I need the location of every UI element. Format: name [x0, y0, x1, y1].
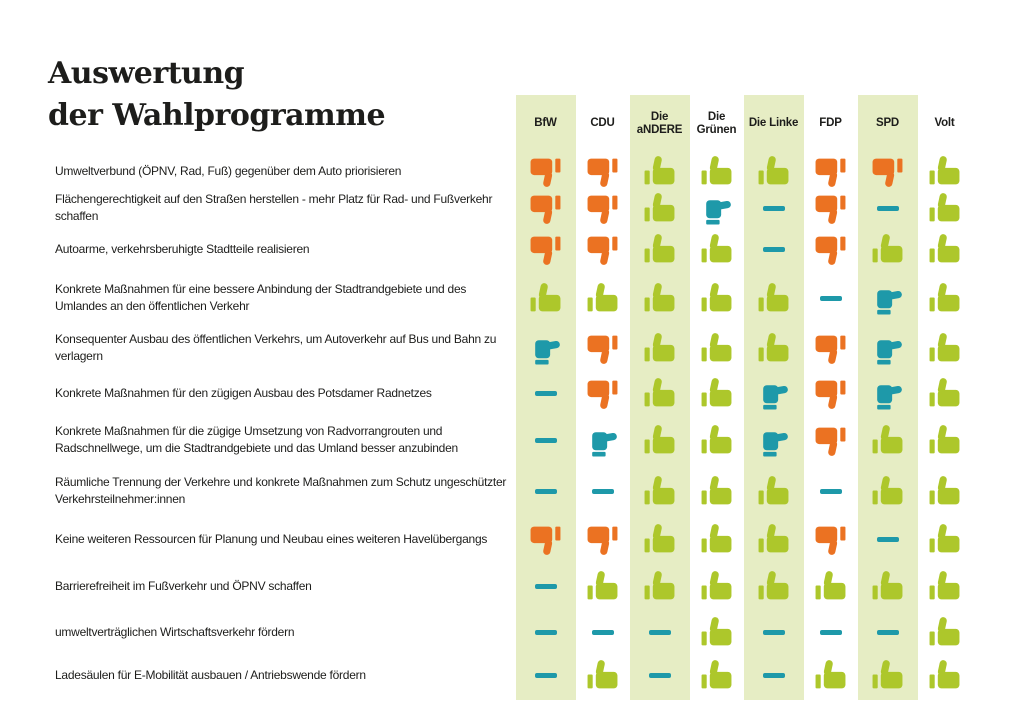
thumb-up-icon	[871, 570, 904, 603]
rating-cell	[859, 372, 916, 414]
rating-cell	[574, 516, 631, 562]
rating-cell	[859, 414, 916, 466]
criterion-label: Keine weiteren Ressourcen für Planung und Neubau eines weiteren Havelübergangs	[55, 531, 488, 546]
thumb-down-icon	[586, 155, 619, 188]
criterion-label: umweltverträglichen Wirtschaftsverkehr fördern	[55, 624, 295, 639]
criterion-label: Autoarme, verkehrsberuhigte Stadtteile realisieren	[55, 241, 310, 256]
thumb-up-icon	[928, 523, 961, 556]
rating-cell	[745, 654, 802, 696]
rating-cell	[859, 562, 916, 610]
rating-cell	[574, 226, 631, 272]
thumb-down-icon	[814, 377, 847, 410]
thumb-up-icon	[700, 332, 733, 365]
dash-icon	[763, 673, 785, 678]
rating-cell	[745, 152, 802, 190]
rating-cell	[745, 562, 802, 610]
rating-cell	[631, 190, 688, 226]
thumb-sideways-icon	[586, 424, 619, 457]
thumb-up-icon	[757, 282, 790, 315]
rating-cell	[916, 272, 973, 324]
rating-cell	[631, 324, 688, 372]
thumb-up-icon	[928, 659, 961, 692]
rating-cell	[631, 562, 688, 610]
thumb-up-icon	[928, 475, 961, 508]
thumb-up-icon	[643, 475, 676, 508]
thumb-up-icon	[700, 616, 733, 649]
thumb-up-icon	[643, 192, 676, 225]
rating-cell	[517, 372, 574, 414]
thumb-down-icon	[529, 192, 562, 225]
rating-cell	[916, 190, 973, 226]
criteria-row	[0, 466, 1024, 516]
rating-cell	[517, 562, 574, 610]
rating-cell	[688, 226, 745, 272]
page-title-line2: der Wahlprogramme	[48, 98, 386, 133]
thumb-up-icon	[700, 377, 733, 410]
dash-icon	[535, 391, 557, 396]
rating-cell	[859, 324, 916, 372]
rating-cell	[688, 152, 745, 190]
rating-cell	[688, 190, 745, 226]
rating-cell	[517, 226, 574, 272]
rating-cell	[574, 414, 631, 466]
criteria-row	[0, 610, 1024, 654]
dash-icon	[535, 673, 557, 678]
rating-cell	[745, 414, 802, 466]
dash-icon	[877, 206, 899, 211]
rating-cell	[802, 152, 859, 190]
rating-cell	[745, 516, 802, 562]
rating-cell	[745, 272, 802, 324]
dash-icon	[649, 630, 671, 635]
rating-cell	[802, 226, 859, 272]
thumb-up-icon	[928, 233, 961, 266]
dash-icon	[877, 537, 899, 542]
criteria-row	[0, 324, 1024, 372]
thumb-up-icon	[928, 424, 961, 457]
criterion-label: Konsequenter Ausbau des öffentlichen Verkehrs, um Autoverkehr auf Bus und Bahn zu verlagern	[55, 332, 497, 363]
rating-cell	[802, 272, 859, 324]
party-column-header: Die Linke	[748, 117, 799, 129]
dash-icon	[535, 584, 557, 589]
thumb-up-icon	[757, 570, 790, 603]
rating-cell	[859, 226, 916, 272]
rating-cell	[574, 466, 631, 516]
rating-cell	[688, 516, 745, 562]
party-column-header: FDP	[819, 117, 842, 129]
party-column-header: BfW	[534, 117, 557, 129]
rating-cell	[517, 466, 574, 516]
rating-cell	[859, 272, 916, 324]
rating-cell	[574, 562, 631, 610]
dash-icon	[763, 247, 785, 252]
thumb-down-icon	[814, 233, 847, 266]
thumb-up-icon	[871, 475, 904, 508]
rating-cell	[802, 190, 859, 226]
thumb-up-icon	[643, 155, 676, 188]
thumb-up-icon	[643, 233, 676, 266]
dash-icon	[763, 630, 785, 635]
rating-cell	[802, 466, 859, 516]
rating-cell	[802, 610, 859, 654]
thumb-up-icon	[928, 377, 961, 410]
thumb-up-icon	[700, 233, 733, 266]
thumb-down-icon	[814, 523, 847, 556]
thumb-up-icon	[871, 659, 904, 692]
thumb-up-icon	[586, 659, 619, 692]
rating-cell	[859, 654, 916, 696]
party-column-header: Die Grünen	[696, 110, 737, 136]
rating-cell	[802, 372, 859, 414]
rating-cell	[631, 272, 688, 324]
rating-cell	[688, 562, 745, 610]
dash-icon	[763, 206, 785, 211]
thumb-up-icon	[700, 424, 733, 457]
thumb-up-icon	[643, 282, 676, 315]
rating-cell	[574, 190, 631, 226]
thumb-down-icon	[814, 424, 847, 457]
rating-cell	[859, 516, 916, 562]
rating-cell	[745, 226, 802, 272]
rating-cell	[916, 654, 973, 696]
rating-cell	[688, 372, 745, 414]
party-column-header: CDU	[590, 117, 615, 129]
rating-cell	[517, 324, 574, 372]
rating-cell	[517, 272, 574, 324]
rating-cell	[517, 654, 574, 696]
dash-icon	[592, 489, 614, 494]
thumb-down-icon	[586, 233, 619, 266]
thumb-up-icon	[643, 523, 676, 556]
thumb-up-icon	[700, 155, 733, 188]
rating-cell	[688, 654, 745, 696]
rating-cell	[916, 414, 973, 466]
thumb-sideways-icon	[871, 377, 904, 410]
thumb-down-icon	[586, 377, 619, 410]
thumb-up-icon	[928, 155, 961, 188]
thumb-down-icon	[814, 192, 847, 225]
thumb-sideways-icon	[871, 332, 904, 365]
rating-cell	[688, 414, 745, 466]
rating-cell	[574, 372, 631, 414]
thumb-down-icon	[529, 233, 562, 266]
criterion-label: Konkrete Maßnahmen für den zügigen Ausbau des Potsdamer Radnetzes	[55, 385, 432, 400]
dash-icon	[535, 489, 557, 494]
rating-cell	[631, 152, 688, 190]
thumb-up-icon	[586, 282, 619, 315]
thumb-up-icon	[643, 377, 676, 410]
rating-cell	[574, 654, 631, 696]
criterion-label: Umweltverbund (ÖPNV, Rad, Fuß) gegenüber dem Auto priorisieren	[55, 163, 402, 178]
dash-icon	[820, 296, 842, 301]
rating-cell	[631, 610, 688, 654]
thumb-sideways-icon	[529, 332, 562, 365]
rating-cell	[517, 152, 574, 190]
thumb-down-icon	[529, 523, 562, 556]
party-column-header: Die aNDERE	[636, 110, 683, 136]
thumb-up-icon	[757, 475, 790, 508]
rating-cell	[574, 610, 631, 654]
rating-cell	[916, 466, 973, 516]
rating-cell	[916, 152, 973, 190]
rating-cell	[916, 516, 973, 562]
rating-cell	[859, 190, 916, 226]
page-title	[48, 53, 385, 137]
thumb-sideways-icon	[871, 282, 904, 315]
criterion-label: Konkrete Maßnahmen für eine bessere Anbindung der Stadtrandgebiete und des Umlandes an den öffentlichen Verkehr	[55, 282, 467, 313]
rating-cell	[631, 466, 688, 516]
thumb-up-icon	[643, 332, 676, 365]
page-title-line1: Auswertung	[48, 56, 245, 91]
criteria-row	[0, 562, 1024, 610]
rating-cell	[802, 516, 859, 562]
thumb-down-icon	[586, 332, 619, 365]
rating-cell	[517, 610, 574, 654]
rating-cell	[517, 414, 574, 466]
criterion-label: Konkrete Maßnahmen für die zügige Umsetzung von Radvorrangrouten und Radschnellwege, um die Stadtrandgebiete und das Umland besser anzubinden	[55, 424, 458, 455]
rating-cell	[916, 226, 973, 272]
criteria-row	[0, 226, 1024, 272]
rating-cell	[745, 324, 802, 372]
criteria-row	[0, 152, 1024, 190]
rating-cell	[916, 372, 973, 414]
thumb-up-icon	[529, 282, 562, 315]
thumb-up-icon	[814, 659, 847, 692]
rating-cell	[574, 272, 631, 324]
rating-cell	[802, 324, 859, 372]
criteria-row	[0, 372, 1024, 414]
rating-cell	[574, 324, 631, 372]
rating-cell	[802, 414, 859, 466]
rating-cell	[688, 324, 745, 372]
thumb-up-icon	[643, 570, 676, 603]
criteria-row	[0, 654, 1024, 696]
rating-cell	[631, 654, 688, 696]
thumb-sideways-icon	[700, 192, 733, 225]
criteria-row	[0, 414, 1024, 466]
thumb-down-icon	[871, 155, 904, 188]
thumb-up-icon	[928, 192, 961, 225]
rating-cell	[688, 610, 745, 654]
rating-cell	[631, 516, 688, 562]
thumb-up-icon	[928, 570, 961, 603]
criteria-row	[0, 190, 1024, 226]
thumb-down-icon	[586, 192, 619, 225]
dash-icon	[649, 673, 671, 678]
rating-cell	[631, 226, 688, 272]
criterion-label: Räumliche Trennung der Verkehre und konkrete Maßnahmen zum Schutz ungeschützter Verkehrsteilnehmer:innen	[55, 475, 507, 506]
rating-cell	[688, 466, 745, 516]
thumb-up-icon	[814, 570, 847, 603]
rating-cell	[859, 152, 916, 190]
party-column-header: SPD	[875, 117, 900, 129]
criterion-label: Flächengerechtigkeit auf den Straßen herstellen - mehr Platz für Rad- und Fußverkehr schaffen	[55, 192, 493, 223]
party-header-row	[517, 95, 973, 152]
criteria-row	[0, 272, 1024, 324]
criterion-label: Ladesäulen für E-Mobilität ausbauen / Antriebswende fördern	[55, 667, 366, 682]
rating-cell	[916, 562, 973, 610]
thumb-down-icon	[814, 332, 847, 365]
rating-cell	[745, 190, 802, 226]
rating-cell	[517, 516, 574, 562]
dash-icon	[535, 438, 557, 443]
criterion-label: Barrierefreiheit im Fußverkehr und ÖPNV schaffen	[55, 578, 312, 593]
thumb-up-icon	[871, 424, 904, 457]
thumb-down-icon	[529, 155, 562, 188]
thumb-down-icon	[586, 523, 619, 556]
rating-cell	[745, 610, 802, 654]
thumb-up-icon	[586, 570, 619, 603]
rating-cell	[859, 610, 916, 654]
dash-icon	[535, 630, 557, 635]
thumb-up-icon	[643, 424, 676, 457]
rating-cell	[745, 466, 802, 516]
thumb-sideways-icon	[757, 424, 790, 457]
thumb-up-icon	[700, 475, 733, 508]
rating-cell	[631, 414, 688, 466]
rating-cell	[916, 610, 973, 654]
thumb-up-icon	[757, 523, 790, 556]
thumb-up-icon	[757, 332, 790, 365]
party-column-header: Volt	[934, 117, 955, 129]
rating-cell	[688, 272, 745, 324]
criteria-table	[0, 152, 1024, 696]
thumb-up-icon	[700, 523, 733, 556]
thumb-up-icon	[928, 616, 961, 649]
rating-cell	[631, 372, 688, 414]
rating-cell	[574, 152, 631, 190]
thumb-up-icon	[700, 282, 733, 315]
thumb-up-icon	[700, 659, 733, 692]
thumb-down-icon	[814, 155, 847, 188]
rating-cell	[745, 372, 802, 414]
criteria-row	[0, 516, 1024, 562]
thumb-up-icon	[757, 155, 790, 188]
thumb-up-icon	[928, 282, 961, 315]
dash-icon	[820, 489, 842, 494]
rating-cell	[916, 324, 973, 372]
dash-icon	[877, 630, 899, 635]
thumb-up-icon	[928, 332, 961, 365]
thumb-sideways-icon	[757, 377, 790, 410]
dash-icon	[592, 630, 614, 635]
dash-icon	[820, 630, 842, 635]
rating-cell	[802, 562, 859, 610]
rating-cell	[859, 466, 916, 516]
rating-cell	[802, 654, 859, 696]
thumb-up-icon	[700, 570, 733, 603]
rating-cell	[517, 190, 574, 226]
thumb-up-icon	[871, 233, 904, 266]
